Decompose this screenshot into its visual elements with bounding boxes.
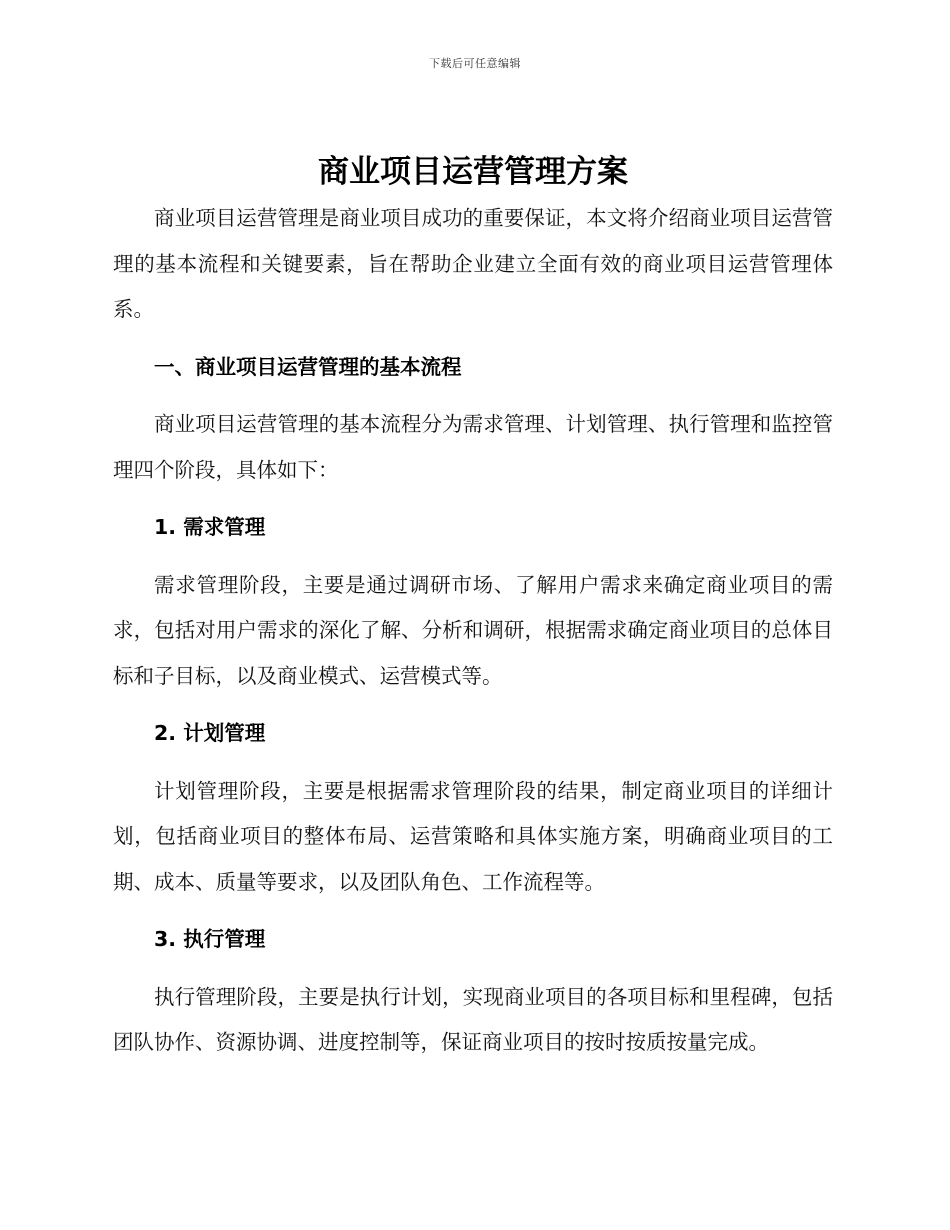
section-intro-paragraph: 商业项目运营管理的基本流程分为需求管理、计划管理、执行管理和监控管理四个阶段，具体如下： [113,412,833,482]
document-body [113,150,833,1066]
subsection-body-planning: 计划管理阶段，主要是根据需求管理阶段的结果，制定商业项目的详细计划，包括商业项目的整体布局、运营策略和具体实施方案，明确商业项目的工期、成本、质量等要求，以及团队角色、工作流程等。 [113,778,833,894]
section-heading: 一、商业项目运营管理的基本流程 [154,354,462,379]
subsection-body-execution: 执行管理阶段，主要是执行计划，实现商业项目的各项目标和里程碑，包括团队协作、资源协调、进度控制等，保证商业项目的按时按质按量完成。 [113,984,833,1054]
intro-paragraph: 商业项目运营管理是商业项目成功的重要保证，本文将介绍商业项目运营管理的基本流程和关键要素，旨在帮助企业建立全面有效的商业项目运营管理体系。 [113,206,833,321]
subsection-heading-execution: 3. 执行管理 [154,927,266,951]
document-title: 商业项目运营管理方案 [318,154,628,190]
subsection-heading-planning: 2. 计划管理 [154,721,266,745]
subsection-heading-requirements: 1. 需求管理 [154,515,266,539]
subsection-body-requirements: 需求管理阶段，主要是通过调研市场、了解用户需求来确定商业项目的需求，包括对用户需求的深化了解、分析和调研，根据需求确定商业项目的总体目标和子目标，以及商业模式、运营模式等。 [113,572,833,688]
header-note: 下载后可任意编辑 [429,57,521,70]
